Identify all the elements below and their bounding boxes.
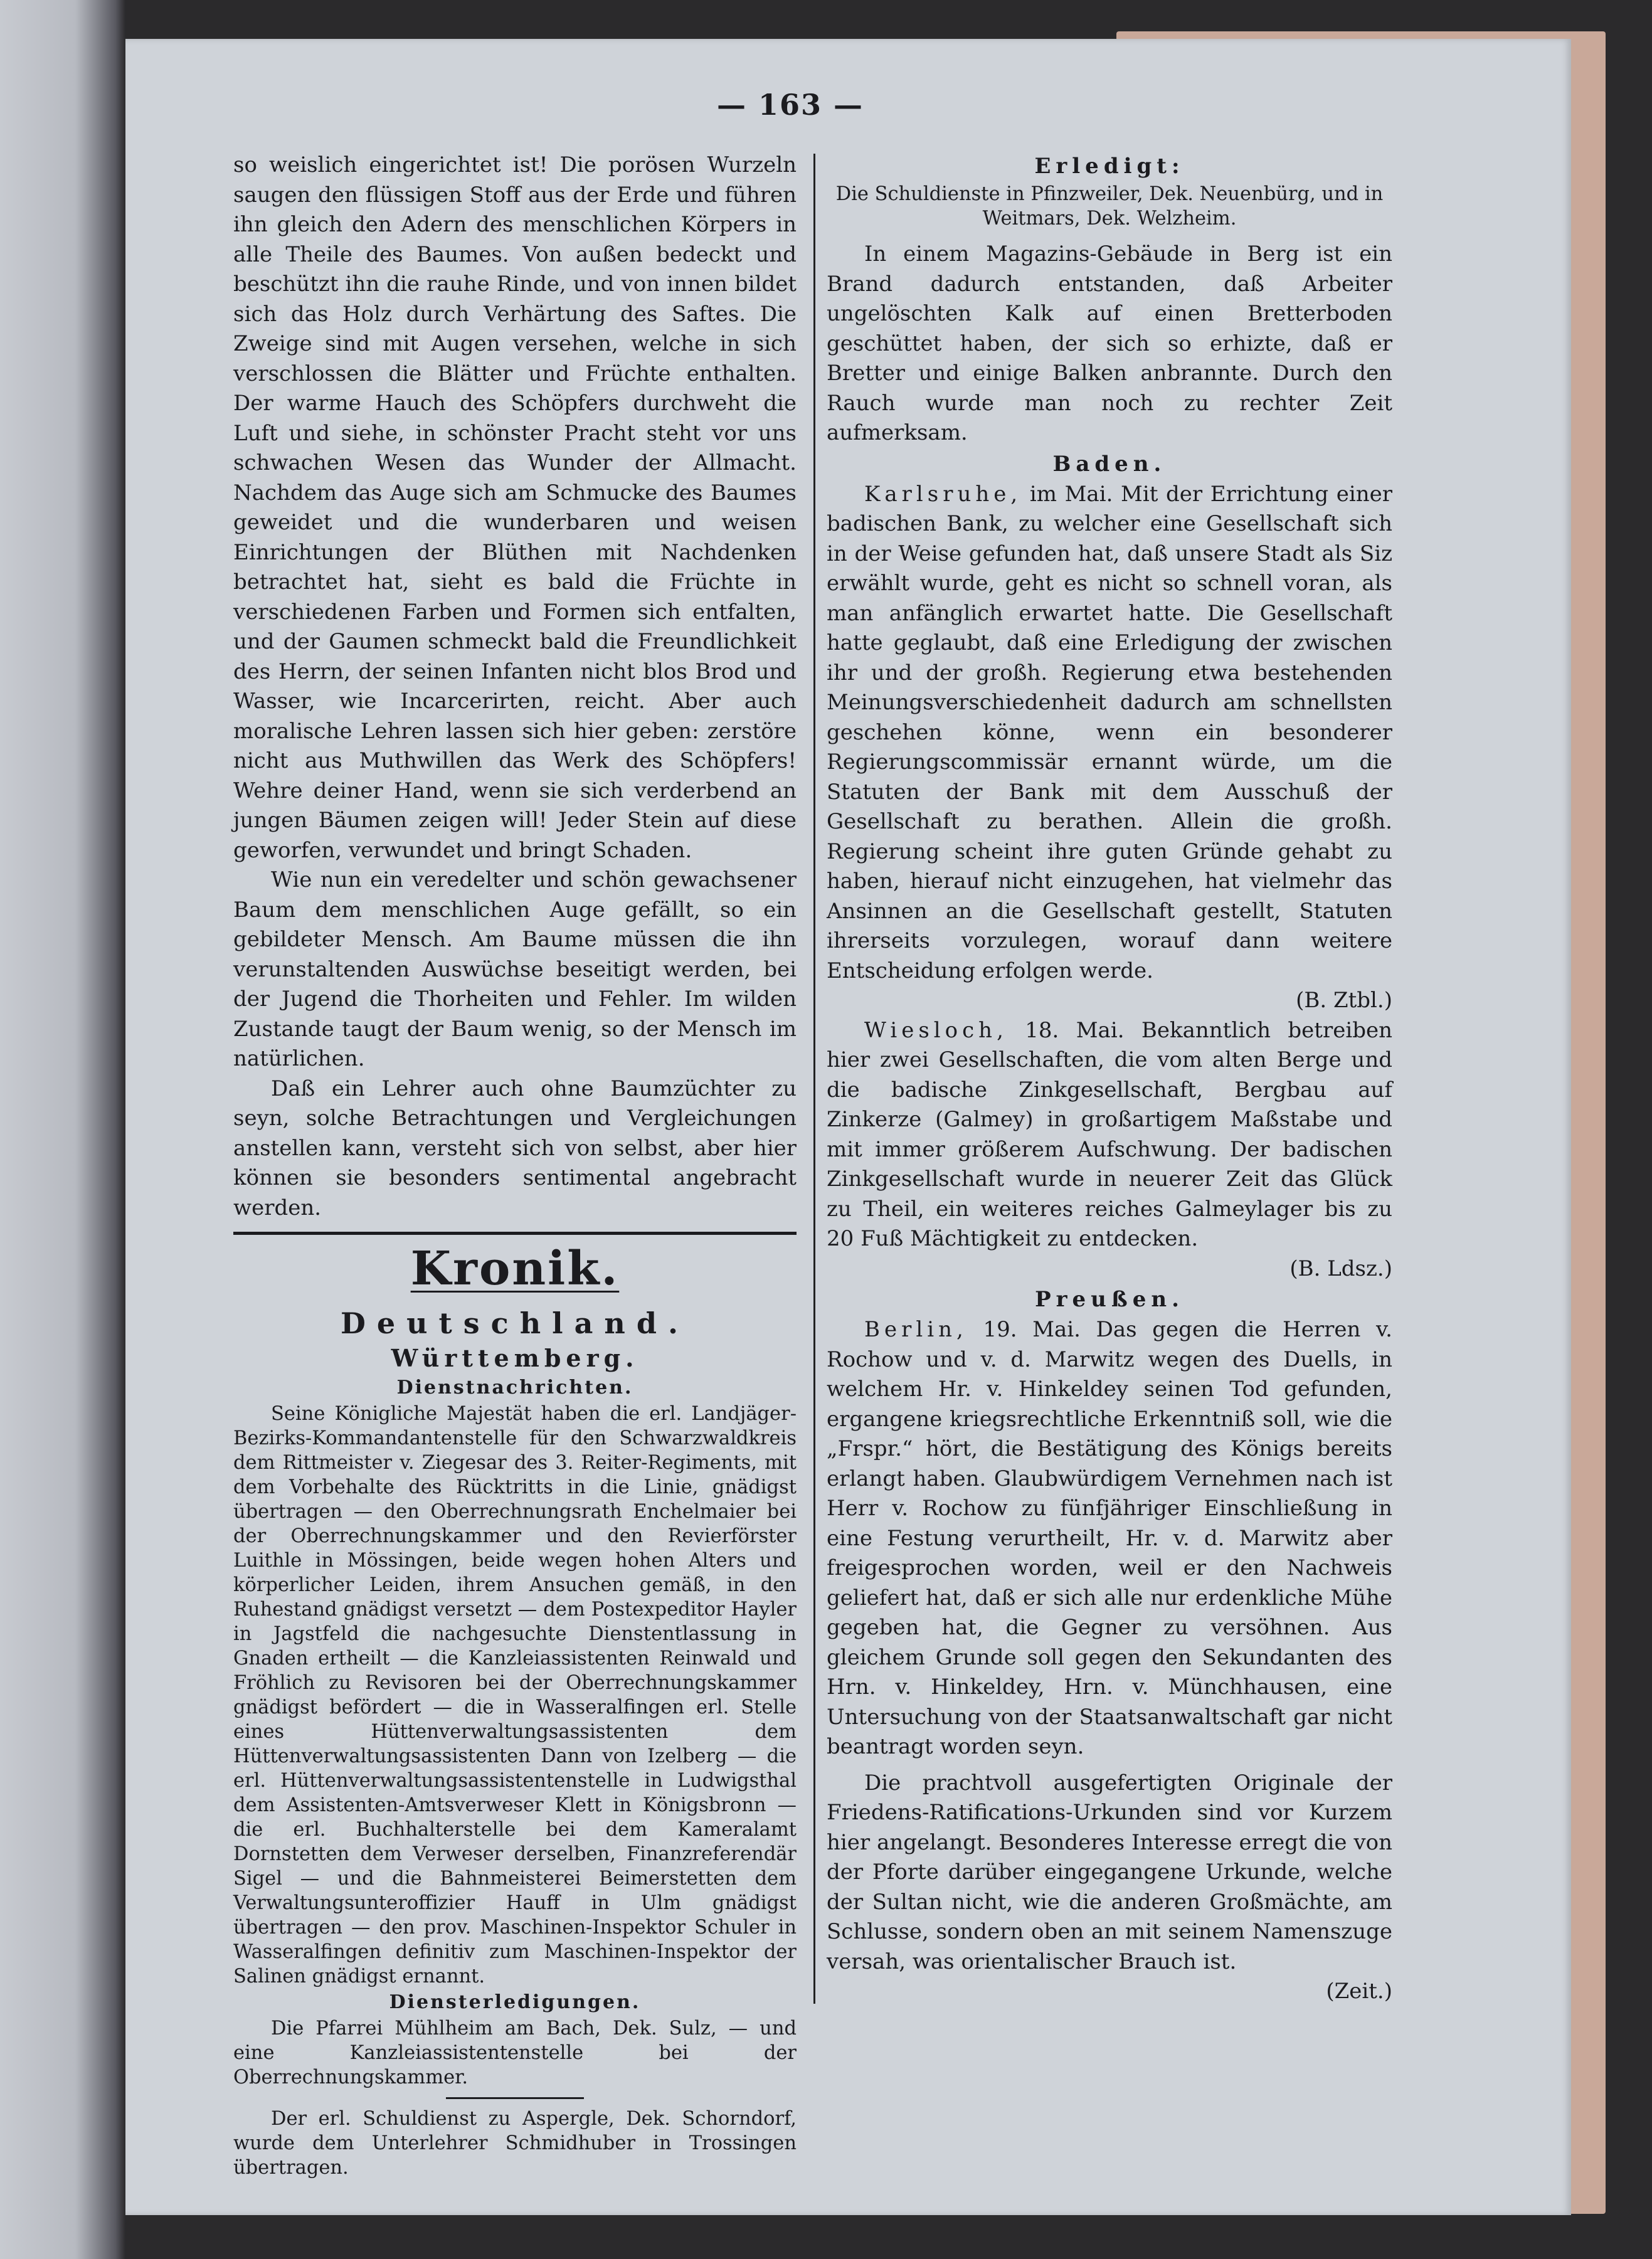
article-body: 18. Mai. Bekanntlich betreiben hier zwei Gesellschaften, die vom alten Berge und die badische Zinkgesellschaft, Bergbau auf Zinkerze (Galmey) in großartigem Maßstabe und mit immer größerem Aufschwung. Der badischen Zinkgesellschaft wurde in neuerer Zeit das Glück zu Theil, ein weiteres reiches Galmeylager bis zu 20 Fuß Mächtigkeit zu entdecken. (827, 1017, 1392, 1251)
place-name: Wiesloch, (864, 1017, 1008, 1043)
friedens-article: Die prachtvoll ausgefertigten Originale der Friedens-Ratifications-Urkunden sind vor Kurzem hier angelangt. Besonderes Interesse erregt die von der Pforte darüber eingegangene Urkunde, welche der Sultan nicht, wie die anderen Großmächte, am Schlusse, sondern oben an mit seinem Namenszuge versah, was orientalischer Brauch ist. (827, 1770, 1392, 1974)
erledigt-heading: Erledigt: (1034, 154, 1185, 179)
country-heading: Deutschland. (340, 1306, 690, 1340)
article-body: 19. Mai. Das gegen die Herren v. Rochow und v. d. Marwitz wegen des Duells, in welchem Hr. v. Hinkeldey seinen Tod gefunden, ergangene kriegsrechtliche Erkenntniß soll, wie die „Frspr.“ hört, die Bestätigung des Königs bereits erlangt haben. Glaubwürdigem Vernehmen nach ist Herr v. Rochow zu fünfjähriger Einschließung in eine Festung verurtheilt, Hr. v. d. Marwitz aber freigesprochen worden, weil er den Nachweis geliefert hat, daß er sich alle nur erdenkliche Mühe gegeben hat, die Gegner zu versöhnen. Aus gleichem Grunde soll gegen den Sekundanten des Hrn. v. Hinkeldey, Hrn. v. Münchhausen, eine Untersuchung von der Staatsanwaltschaft gar nicht beantragt worden seyn. (827, 1317, 1392, 1759)
article-paragraph: Daß ein Lehrer auch ohne Baumzüchter zu seyn, solche Betrachtungen und Vergleichungen anstellen kann, versteht sich von selbst, aber hier können sie besonders sentimental angebracht werden. (233, 1076, 797, 1220)
article-paragraph: Wie nun ein veredelter und schön gewachsener Baum dem menschlichen Auge gefällt, so ein gebildeter Mensch. Am Baume müssen die ihn verunstaltenden Auswüchse beseitigt werden, bei der Jugend die Thorheiten und Fehler. Im wilden Zustande taugt der Baum wenig, so der Mensch im natürlichen. (233, 867, 797, 1071)
source-citation: (Zeit.) (1326, 1979, 1392, 2004)
source-citation: (B. Ldsz.) (1289, 1256, 1392, 1281)
right-column (827, 151, 1392, 2007)
source-citation: (B. Ztbl.) (1296, 988, 1392, 1013)
diensterledigungen-heading: Diensterledigungen. (389, 1991, 641, 2013)
schuldienst-text: Der erl. Schuldienst zu Aspergle, Dek. Schorndorf, wurde dem Unterlehrer Schmidhuber in Trossingen übertragen. (233, 2108, 797, 2179)
dienstnachrichten-heading: Dienstnachrichten. (396, 1377, 633, 1399)
short-divider (446, 2097, 584, 2099)
diensterledigungen-text: Die Pfarrei Mühlheim am Bach, Dek. Sulz, — und eine Kanzleiassistentenstelle bei der Oberrechnungskammer. (233, 2018, 797, 2088)
wiesloch-article (827, 1016, 1392, 1254)
baden-heading: Baden. (1052, 451, 1167, 477)
berlin-article (827, 1315, 1392, 1762)
kronik-title: Kronik. (410, 1242, 620, 1296)
article-body: im Mai. Mit der Errichtung einer badischen Bank, zu welcher eine Gesellschaft sich in der Weise gefunden hat, daß unsere Stadt als Siz erwählt wurde, geht es nicht so schnell voran, als man anfänglich erwartet hatte. Die Gesellschaft hatte geglaubt, daß eine Erledigung der zwischen ihr und der großh. Regierung etwa bestehenden Meinungsverschiedenheit dadurch am schnellsten geschehen könne, wenn ein besonderer Regierungscommissär ernannt würde, um die Statuten der Bank mit dem Ausschuß der Gesellschaft zu berathen. Allein die großh. Regierung scheint ihre guten Gründe gehabt zu haben, hierauf nicht einzugehen, hat vielmehr das Ansinnen an die Gesellschaft gestellt, Statuten ihrerseits vorzulegen, worauf dann weitere Entscheidung erfolgen werde. (827, 481, 1392, 983)
column-divider (813, 154, 815, 2004)
erledigt-text: Die Schuldienste in Pfinzweiler, Dek. Neuenbürg, und in Weitmars, Dek. Welzheim. (835, 183, 1384, 230)
state-heading: Württemberg. (391, 1344, 639, 1372)
place-name: Berlin, (864, 1317, 968, 1342)
berg-article: In einem Magazins-Gebäude in Berg ist ein Brand dadurch entstanden, daß Arbeiter ungelöschten Kalk auf einen Bretterboden geschüttet haben, der sich so erhizte, daß er Bretter und einige Balken anbrannte. Durch den Rauch wurde man noch zu rechter Zeit aufmerksam. (827, 241, 1392, 445)
dienstnachrichten-text: Seine Königliche Majestät haben die erl. Landjäger-Bezirks-Kommandantenstelle für den Schwarzwaldkreis dem Rittmeister v. Ziegesar des 3. Reiter-Regiments, mit dem Vorbehalte des Rücktritts in die Linie, gnädigst übertragen — den Oberrechnungsrath Enchelmaier bei der Oberrechnungskammer und den Revierförster Luithle in Mössingen, beide wegen hohen Alters und körperlicher Leiden, ihrem Ansuchen gemäß, in den Ruhestand gnädigst versetzt — dem Postexpeditor Hayler in Jagstfeld die nachgesuchte Dienstentlassung in Gnaden ertheilt — die Kanzleiassistenten Reinwald und Fröhlich zu Revisoren bei der Oberrechnungskammer gnädigst befördert — die in Wasseralfingen erl. Stelle eines Hüttenverwaltungsassistenten dem Hüttenverwaltungsassistenten Dann von Izelberg — die erl. Hüttenverwaltungsassistentenstelle in Ludwigsthal dem Assistenten-Amtsverweser Klett in Königsbronn — die erl. Buchhalterstelle bei dem Kameralamt Dornstetten dem Verweser derselben, Finanzreferendär Sigel — und die Bahnmeisterei Beimerstetten dem Verwaltungsunteroffizier Hauff in Ulm gnädigst übertragen — den prov. Maschinen-Inspektor Schuler in Wasseralfingen definitiv zum Maschinen-Inspektor der Salinen gnädigst ernannt. (233, 1403, 797, 1987)
book-gutter (0, 0, 125, 2259)
karlsruhe-article (827, 480, 1392, 987)
section-divider (233, 1232, 797, 1235)
preussen-heading: Preußen. (1035, 1287, 1184, 1312)
page-number: — 163 — (716, 88, 864, 122)
article-paragraph: so weislich eingerichtet ist! Die porösen Wurzeln saugen den flüssigen Stoff aus der Erde und führen ihn gleich den Adern des menschlichen Körpers in alle Theile des Baumes. Von außen bedeckt und beschützt ihn die rauhe Rinde, und von innen bildet sich das Holz durch Verhärtung des Saftes. Die Zweige sind mit Augen versehen, welche in sich verschlossen die Blätter und Früchte enthalten. Der warme Hauch des Schöpfers durchweht die Luft und siehe, in schönster Pracht steht vor uns schwachen Wesen das Wunder der Allmacht. Nachdem das Auge sich am Schmucke des Baumes geweidet und die wunderbaren und weisen Einrichtungen der Blüthen mit Nachdenken betrachtet hat, sieht es bald die Früchte in verschiedenen Farben und Formen sich entfalten, und der Gaumen schmeckt bald die Freundlichkeit des Herrn, der seinen Infanten nicht blos Brod und Wasser, wie Incarcerirten, reicht. Aber auch moralische Lehren lassen sich hier geben: zerstöre nicht aus Muthwillen das Werk des Schöpfers! Wehre deiner Hand, wenn sie sich verderbend an jungen Bäumen zeigen will! Jeder Stein auf diese geworfen, verwundet und bringt Schaden. (233, 152, 797, 863)
place-name: Karlsruhe, (864, 481, 1022, 507)
left-column (233, 151, 797, 2180)
